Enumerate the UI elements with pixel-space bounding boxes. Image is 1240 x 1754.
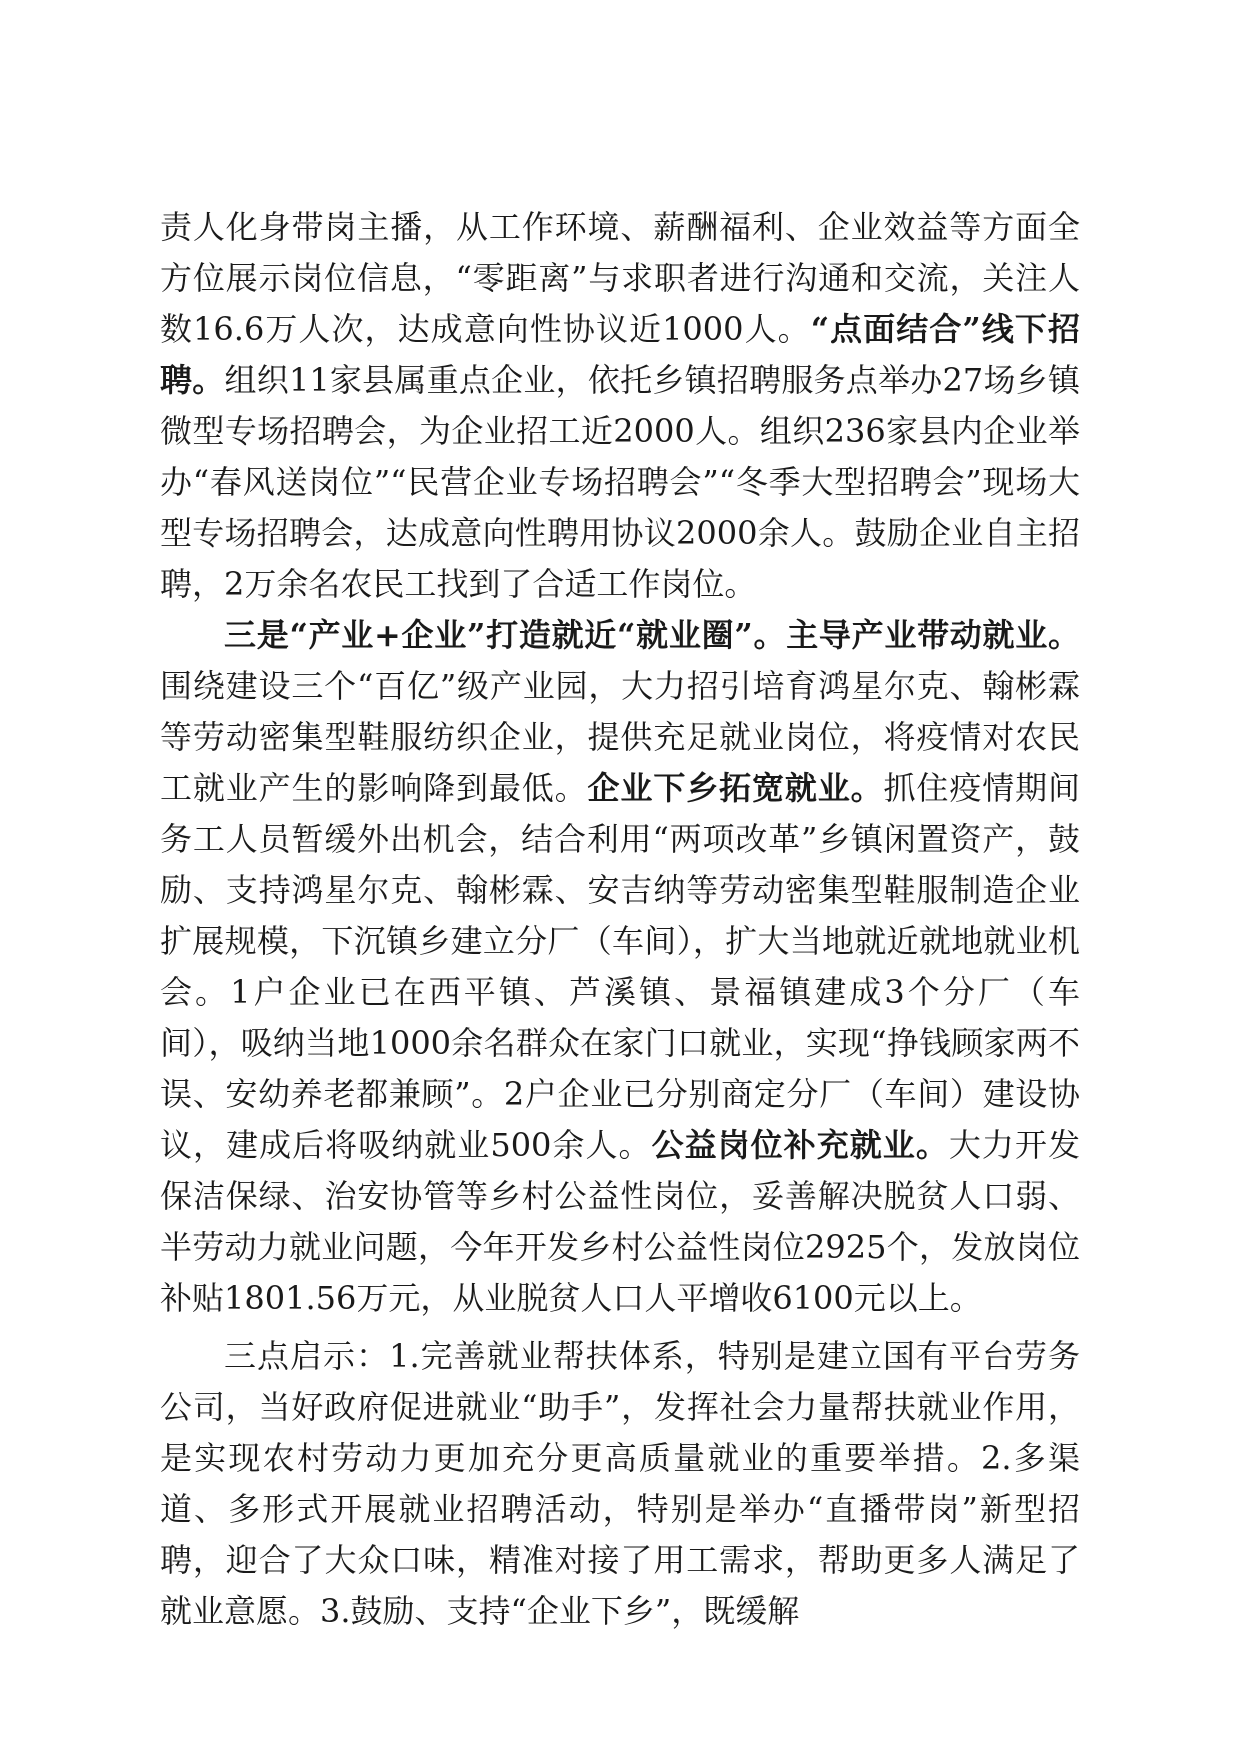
document-page <box>160 202 1080 1637</box>
run-text: 围绕建设三个“百亿”级产业园，大力招引培育鸿星尔克、翰彬霖等劳动密集型鞋服纺织企业，提供充足就业岗位，将疫情对农民工就业产生的影响降到最低。 <box>160 667 1080 807</box>
run-text: 三点启示：1.完善就业帮扶体系，特别是建立国有平台劳务公司，当好政府促进就业“助手”，发挥社会力量帮扶就业作用，是实现农村劳动力更加充分更高质量就业的重要举措。2.多渠道、多形式开展就业招聘活动，特别是举办“直播带岗”新型招聘，迎合了大众口味，精准对接了用工需求，帮助更多人满足了就业意愿。3.鼓励、支持“企业下乡”，既缓解 <box>160 1337 1080 1630</box>
run-bold-heading: 企业下乡拓宽就业。 <box>587 769 884 807</box>
run-bold-heading: 公益岗位补充就业。 <box>651 1126 949 1164</box>
run-bold-heading: 主导产业带动就业。 <box>786 616 1080 654</box>
paragraph-3 <box>160 1331 1080 1637</box>
run-bold-heading: “点面结合”线下招聘。 <box>160 310 1080 399</box>
run-bold-heading: 三是“产业+企业”打造就近“就业圈”。 <box>224 616 787 654</box>
run-text: 责人化身带岗主播，从工作环境、薪酬福利、企业效益等方面全方位展示岗位信息，“零距离”与求职者进行沟通和交流，关注人数16.6万人次，达成意向性协议近1000人。 <box>160 208 1080 348</box>
paragraph-2 <box>160 610 1080 1324</box>
run-text: 抓住疫情期间务工人员暂缓外出机会，结合利用“两项改革”乡镇闲置资产，鼓励、支持鸿星尔克、翰彬霖、安吉纳等劳动密集型鞋服制造企业扩展规模，下沉镇乡建立分厂（车间），扩大当地就近就地就业机会。1户企业已在西平镇、芦溪镇、景福镇建成3个分厂（车间），吸纳当地1000余名群众在家门口就业，实现“挣钱顾家两不误、安幼养老都兼顾”。2户企业已分别商定分厂（车间）建设协议，建成后将吸纳就业500余人。 <box>160 769 1080 1164</box>
paragraph-1 <box>160 202 1080 610</box>
run-text: 组织11家县属重点企业，依托乡镇招聘服务点举办27场乡镇微型专场招聘会，为企业招工近2000人。组织236家县内企业举办“春风送岗位”“民营企业专场招聘会”“冬季大型招聘会”现场大型专场招聘会，达成意向性聘用协议2000余人。鼓励企业自主招聘，2万余名农民工找到了合适工作岗位。 <box>160 361 1080 603</box>
run-text: 大力开发保洁保绿、治安协管等乡村公益性岗位，妥善解决脱贫人口弱、半劳动力就业问题，今年开发乡村公益性岗位2925个，发放岗位补贴1801.56万元，从业脱贫人口人平增收6100元以上。 <box>160 1126 1080 1317</box>
